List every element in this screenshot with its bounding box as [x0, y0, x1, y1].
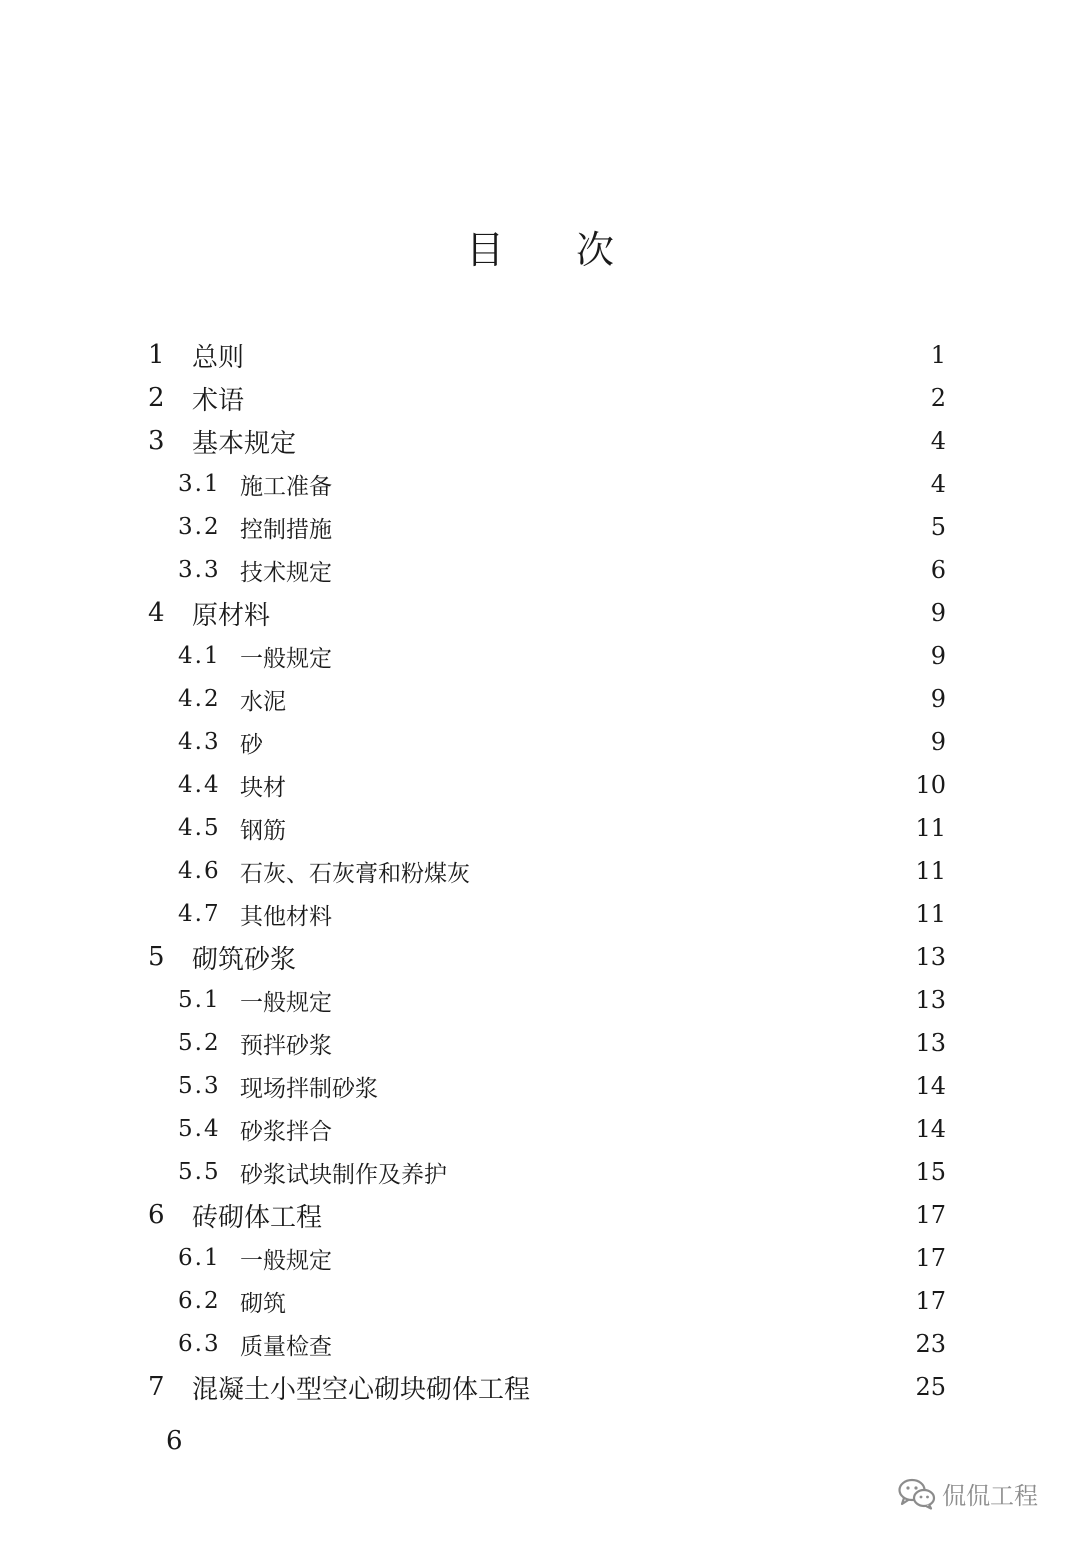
toc-entry: [178, 1152, 946, 1192]
toc-entry-page: 9: [930, 642, 946, 670]
toc-entry-number: 3.2: [178, 514, 221, 540]
toc-entry-page: 1: [930, 341, 946, 369]
toc-entry-number: 4.4: [178, 772, 221, 798]
toc-entry-page: 25: [915, 1373, 946, 1401]
toc-entry-page: 11: [915, 857, 946, 885]
toc-dot-leader: [254, 335, 912, 375]
toc-dot-leader: [457, 1152, 907, 1192]
toc-dot-leader: [342, 1238, 907, 1278]
toc-dot-leader: [342, 1324, 907, 1364]
toc-dot-leader: [342, 1023, 907, 1063]
toc-entry: [178, 1324, 946, 1364]
toc-entry-label: 现场拌制砂浆: [240, 1075, 378, 1102]
toc-entry-page: 4: [930, 427, 946, 455]
toc-entry-page: 14: [915, 1115, 946, 1143]
toc-entry-number: 3.3: [178, 557, 221, 583]
toc-entry-label: 其他材料: [240, 903, 332, 930]
toc-entry-number: 5.1: [178, 987, 221, 1013]
toc-entry-number: 6.1: [178, 1245, 221, 1271]
toc-entry-label: 块材: [240, 774, 286, 801]
toc-entry-label: 一般规定: [240, 989, 332, 1016]
toc-entry: [178, 464, 946, 504]
toc-entry-number: 5.5: [178, 1159, 221, 1185]
toc-entry-page: 14: [915, 1072, 946, 1100]
toc-dot-leader: [540, 1367, 907, 1407]
toc-entry-number: 3.1: [178, 471, 221, 497]
toc-entry: [178, 765, 946, 805]
toc-entry-label: 总则: [192, 342, 245, 373]
toc-entry-page: 9: [930, 728, 946, 756]
watermark: [898, 1476, 1038, 1511]
toc-entry-number: 4: [148, 598, 165, 628]
toc-entry: [148, 1367, 946, 1407]
toc-entry-label: 基本规定: [192, 428, 297, 459]
toc-dot-leader: [280, 593, 912, 633]
toc-entry-number: 4.5: [178, 815, 221, 841]
toc-entry: [178, 894, 946, 934]
watermark-text: 侃侃工程: [942, 1482, 1038, 1510]
toc-entry-page: 17: [915, 1287, 946, 1315]
toc-entry-number: 4.2: [178, 686, 221, 712]
toc-dot-leader: [342, 507, 912, 547]
toc-entry: [148, 1195, 946, 1235]
toc-entry-label: 术语: [192, 385, 245, 416]
toc-dot-leader: [254, 378, 912, 418]
toc-entry-number: 4.3: [178, 729, 221, 755]
toc-entry-number: 5.4: [178, 1116, 221, 1142]
toc-dot-leader: [342, 464, 912, 504]
toc-entry: [178, 851, 946, 891]
toc-entry-number: 4.1: [178, 643, 221, 669]
toc-entry-label: 混凝土小型空心砌块砌体工程: [192, 1374, 531, 1405]
toc-entry-number: 6.2: [178, 1288, 221, 1314]
toc-entry-label: 控制措施: [240, 516, 332, 543]
toc-dot-leader: [342, 894, 907, 934]
toc-entry-label: 砂浆试块制作及养护: [240, 1161, 447, 1188]
toc-dot-leader: [480, 851, 907, 891]
toc-entry-number: 2: [148, 383, 165, 413]
toc-entry: [178, 980, 946, 1020]
toc-entry-label: 预拌砂浆: [240, 1032, 332, 1059]
toc-entry-label: 砂: [240, 731, 263, 758]
toc-entry-page: 15: [915, 1158, 946, 1186]
toc-entry-page: 13: [915, 1029, 946, 1057]
toc-entry: [178, 1109, 946, 1149]
toc-dot-leader: [342, 1109, 907, 1149]
toc-entry: [148, 593, 946, 633]
toc-entry-label: 一般规定: [240, 645, 332, 672]
toc-dot-leader: [273, 722, 912, 762]
toc-entry-label: 石灰、石灰膏和粉煤灰: [240, 860, 470, 887]
toc-entry: [148, 937, 946, 977]
toc-entry-number: 4.7: [178, 901, 221, 927]
toc-dot-leader: [388, 1066, 907, 1106]
toc-entry: [148, 421, 946, 461]
toc-entry-page: 10: [915, 771, 946, 799]
title-char-2: 次: [576, 228, 615, 272]
title-char-1: 目: [465, 228, 504, 272]
page-number: 6: [166, 1426, 183, 1456]
toc-entry-label: 水泥: [240, 688, 286, 715]
toc-entry-number: 7: [148, 1372, 165, 1402]
toc-entry-label: 砌筑砂浆: [192, 944, 297, 975]
toc-entry-number: 5: [148, 942, 165, 972]
toc-entry-number: 5.3: [178, 1073, 221, 1099]
toc-entry: [178, 679, 946, 719]
toc-dot-leader: [342, 636, 912, 676]
toc-dot-leader: [296, 679, 912, 719]
toc-entry-label: 砌筑: [240, 1290, 286, 1317]
toc-entry: [178, 1023, 946, 1063]
toc-entry: [178, 1066, 946, 1106]
toc-entry-page: 23: [915, 1330, 946, 1358]
toc-entry-label: 技术规定: [240, 559, 332, 586]
toc-entry-label: 钢筋: [240, 817, 286, 844]
toc-entry-label: 一般规定: [240, 1247, 332, 1274]
toc-entry: [148, 335, 946, 375]
toc-dot-leader: [296, 1281, 907, 1321]
toc-dot-leader: [342, 550, 912, 590]
toc-entry-label: 原材料: [192, 600, 271, 631]
toc-entry: [178, 636, 946, 676]
toc-entry: [178, 550, 946, 590]
toc-entry-label: 施工准备: [240, 473, 332, 500]
toc-dot-leader: [306, 937, 907, 977]
toc-entry-page: 11: [915, 814, 946, 842]
toc-entry-page: 5: [930, 513, 946, 541]
toc-entry: [178, 1238, 946, 1278]
toc-entry-page: 17: [915, 1244, 946, 1272]
toc-entry-number: 6.3: [178, 1331, 221, 1357]
toc-entry-number: 6: [148, 1200, 165, 1230]
toc-entry-page: 9: [930, 685, 946, 713]
toc-dot-leader: [342, 980, 907, 1020]
toc-entry-page: 13: [915, 986, 946, 1014]
toc-entry-number: 4.6: [178, 858, 221, 884]
toc-dot-leader: [332, 1195, 907, 1235]
toc-entry-label: 质量检查: [240, 1333, 332, 1360]
toc-entry-page: 6: [930, 556, 946, 584]
toc-entry-page: 13: [915, 943, 946, 971]
toc-entry-label: 砂浆拌合: [240, 1118, 332, 1145]
toc-entry: [178, 507, 946, 547]
toc-entry: [148, 378, 946, 418]
toc-entry-number: 5.2: [178, 1030, 221, 1056]
toc-dot-leader: [296, 765, 907, 805]
toc-entry-page: 11: [915, 900, 946, 928]
toc-entry-page: 2: [930, 384, 946, 412]
toc-entry: [178, 722, 946, 762]
toc-entry-number: 3: [148, 426, 165, 456]
toc-entry-number: 1: [148, 340, 165, 370]
toc-entry: [178, 808, 946, 848]
toc-dot-leader: [296, 808, 907, 848]
toc-entry-page: 4: [930, 470, 946, 498]
toc-entry-label: 砖砌体工程: [192, 1202, 323, 1233]
toc-entry-page: 9: [930, 599, 946, 627]
wechat-icon: [898, 1478, 936, 1510]
toc-entry: [178, 1281, 946, 1321]
toc-entry-page: 17: [915, 1201, 946, 1229]
toc-dot-leader: [306, 421, 912, 461]
